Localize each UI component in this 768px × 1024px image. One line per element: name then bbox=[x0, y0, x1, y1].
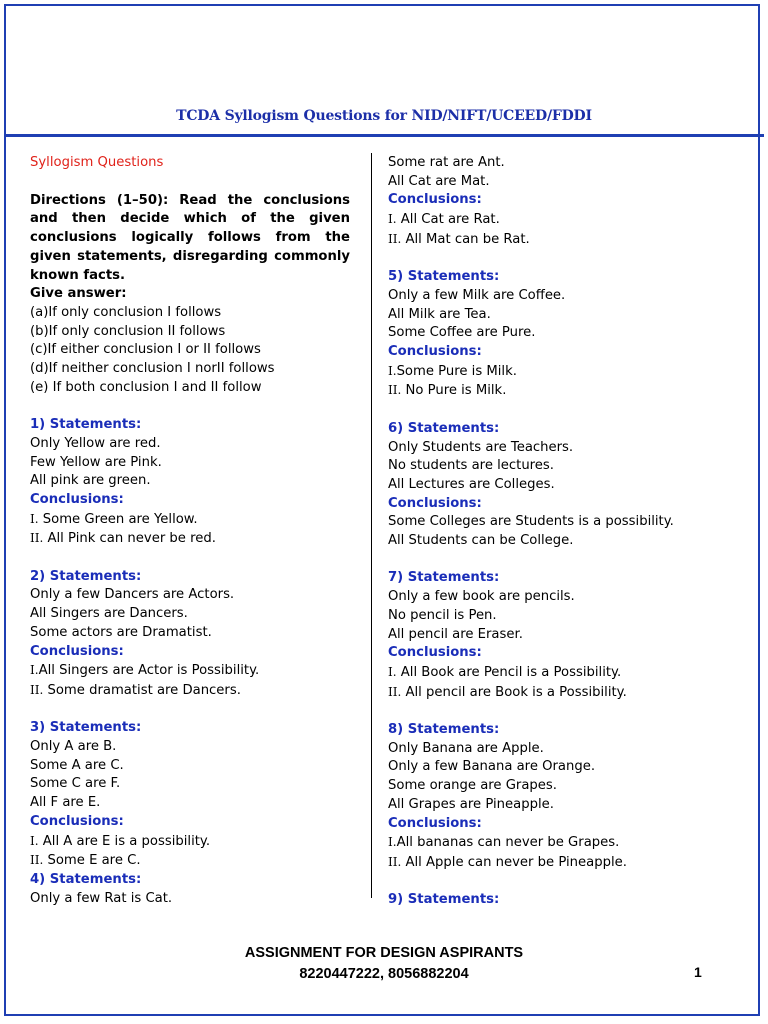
q3-conclusion bbox=[30, 832, 350, 852]
conclusion-number: I. bbox=[30, 511, 39, 526]
conclusion-number: I. bbox=[388, 363, 397, 378]
section-heading: Syllogism Questions bbox=[30, 155, 164, 170]
q4-conclusions-label: Conclusions: bbox=[388, 192, 482, 208]
q6-statement: All Lectures are Colleges. bbox=[388, 476, 555, 492]
q2-conclusion bbox=[30, 661, 350, 681]
q2-statements-label: 2) Statements: bbox=[30, 568, 142, 584]
right-column bbox=[388, 154, 728, 910]
q7-conclusions-label: Conclusions: bbox=[388, 645, 482, 661]
q8-statements-label: 8) Statements: bbox=[388, 722, 500, 738]
give-answer-label: Give answer: bbox=[30, 286, 127, 302]
q8-conclusion bbox=[388, 853, 728, 873]
conclusion-number: I. bbox=[388, 664, 397, 679]
conclusion-number: I. bbox=[30, 833, 39, 848]
page-title: TCDA Syllogism Questions for NID/NIFT/UCEED/FDDI bbox=[176, 108, 592, 124]
conclusion-text: All pencil are Book is a Possibility. bbox=[401, 684, 627, 700]
q5-statements-label: 5) Statements: bbox=[388, 269, 500, 285]
q8-statement: Only Banana are Apple. bbox=[388, 740, 544, 756]
conclusion-number: II. bbox=[388, 684, 402, 699]
q6-statement: Only Students are Teachers. bbox=[388, 439, 574, 455]
q7-conclusion bbox=[388, 683, 728, 703]
q1-statements-label: 1) Statements: bbox=[30, 417, 142, 433]
q8-conclusions-label: Conclusions: bbox=[388, 815, 482, 831]
conclusion-text: Some dramatist are Dancers. bbox=[43, 682, 241, 698]
conclusion-text: All Apple can never be Pineapple. bbox=[401, 854, 627, 870]
q3-statement: Some A are C. bbox=[30, 757, 124, 773]
q6-conclusions-label: Conclusions: bbox=[388, 495, 482, 511]
conclusion-text: No Pure is Milk. bbox=[401, 383, 507, 399]
q8-statement: Only a few Banana are Orange. bbox=[388, 759, 596, 775]
option-a: (a)If only conclusion I follows bbox=[30, 304, 222, 320]
q3-conclusion bbox=[30, 851, 350, 871]
page-number: 1 bbox=[694, 964, 702, 980]
q1-conclusions-label: Conclusions: bbox=[30, 491, 124, 507]
q2-statement: All Singers are Dancers. bbox=[30, 606, 188, 622]
q9-statements-label: 9) Statements: bbox=[388, 892, 500, 908]
option-c: (c)If either conclusion I or II follows bbox=[30, 342, 261, 358]
q6-conclusion: Some Colleges are Students is a possibility. bbox=[388, 514, 674, 530]
q8-statement: Some orange are Grapes. bbox=[388, 778, 557, 794]
conclusion-text: All A are E is a possibility. bbox=[38, 833, 211, 849]
q3-conclusions-label: Conclusions: bbox=[30, 813, 124, 829]
q3-statements-label: 3) Statements: bbox=[30, 720, 142, 736]
q1-statement: Only Yellow are red. bbox=[30, 435, 161, 451]
conclusion-number: I. bbox=[388, 835, 397, 850]
conclusion-text: All Singers are Actor is Possibility. bbox=[38, 663, 260, 679]
conclusion-text: All bananas can never be Grapes. bbox=[396, 835, 620, 851]
q4-conclusion bbox=[388, 210, 728, 230]
conclusion-text: Some E are C. bbox=[43, 853, 141, 869]
q6-conclusion: All Students can be College. bbox=[388, 533, 574, 549]
q1-statement: All pink are green. bbox=[30, 473, 151, 489]
q3-statement: All F are E. bbox=[30, 795, 101, 811]
q4-statements-label: 4) Statements: bbox=[30, 871, 142, 887]
conclusion-text: Some Green are Yellow. bbox=[38, 511, 198, 527]
conclusion-number: II. bbox=[388, 854, 402, 869]
q7-statement: Only a few book are pencils. bbox=[388, 589, 575, 605]
q7-conclusion bbox=[388, 663, 728, 683]
q5-conclusion bbox=[388, 381, 728, 401]
q2-conclusions-label: Conclusions: bbox=[30, 643, 124, 659]
q6-statements-label: 6) Statements: bbox=[388, 420, 500, 436]
q5-statement: All Milk are Tea. bbox=[388, 306, 491, 322]
conclusion-number: II. bbox=[30, 853, 44, 868]
column-divider bbox=[371, 153, 372, 898]
q4-statement: Some rat are Ant. bbox=[388, 155, 505, 170]
q5-conclusion bbox=[388, 362, 728, 382]
q2-statement: Some actors are Dramatist. bbox=[30, 624, 212, 640]
q1-conclusion bbox=[30, 510, 350, 530]
footer-phone-numbers: 8220447222, 8056882204 bbox=[299, 966, 469, 982]
conclusion-text: All Book are Pencil is a Possibility. bbox=[396, 664, 622, 680]
q7-statement: No pencil is Pen. bbox=[388, 607, 497, 623]
conclusion-number: II. bbox=[388, 383, 402, 398]
header-divider bbox=[4, 134, 764, 137]
option-d: (d)If neither conclusion I norII follows bbox=[30, 361, 275, 377]
conclusion-text: All Pink can never be red. bbox=[43, 531, 216, 547]
conclusion-number: II. bbox=[30, 531, 44, 546]
q6-statement: No students are lectures. bbox=[388, 458, 554, 474]
directions-text: Directions (1–50): Read the conclusions and then decide which of the given conclusions logically follows from the given statements, disregarding commonly known facts. bbox=[30, 192, 350, 283]
q5-conclusions-label: Conclusions: bbox=[388, 344, 482, 360]
q5-statement: Some Coffee are Pure. bbox=[388, 325, 536, 341]
conclusion-text: All Mat can be Rat. bbox=[401, 231, 530, 247]
conclusion-text: Some Pure is Milk. bbox=[396, 363, 517, 379]
footer-assignment-label: ASSIGNMENT FOR DESIGN ASPIRANTS bbox=[244, 945, 524, 961]
q3-statement: Some C are F. bbox=[30, 776, 121, 792]
q2-conclusion bbox=[30, 681, 350, 701]
q4-statement: Only a few Rat is Cat. bbox=[30, 890, 173, 906]
conclusion-text: All Cat are Rat. bbox=[396, 212, 500, 228]
option-b: (b)If only conclusion II follows bbox=[30, 323, 226, 339]
q4-conclusion bbox=[388, 230, 728, 250]
q8-conclusion bbox=[388, 833, 728, 853]
q7-statement: All pencil are Eraser. bbox=[388, 626, 523, 642]
q5-statement: Only a few Milk are Coffee. bbox=[388, 287, 566, 303]
conclusion-number: I. bbox=[388, 212, 397, 227]
q1-statement: Few Yellow are Pink. bbox=[30, 454, 162, 470]
q3-statement: Only A are B. bbox=[30, 739, 117, 755]
left-column bbox=[30, 154, 350, 908]
conclusion-number: I. bbox=[30, 663, 39, 678]
conclusion-number: II. bbox=[30, 682, 44, 697]
q8-statement: All Grapes are Pineapple. bbox=[388, 796, 554, 812]
conclusion-number: II. bbox=[388, 231, 402, 246]
q7-statements-label: 7) Statements: bbox=[388, 570, 500, 586]
q2-statement: Only a few Dancers are Actors. bbox=[30, 587, 235, 603]
option-e: (e) If both conclusion I and II follow bbox=[30, 379, 262, 395]
q1-conclusion bbox=[30, 529, 350, 549]
q4-statement: All Cat are Mat. bbox=[388, 173, 490, 189]
